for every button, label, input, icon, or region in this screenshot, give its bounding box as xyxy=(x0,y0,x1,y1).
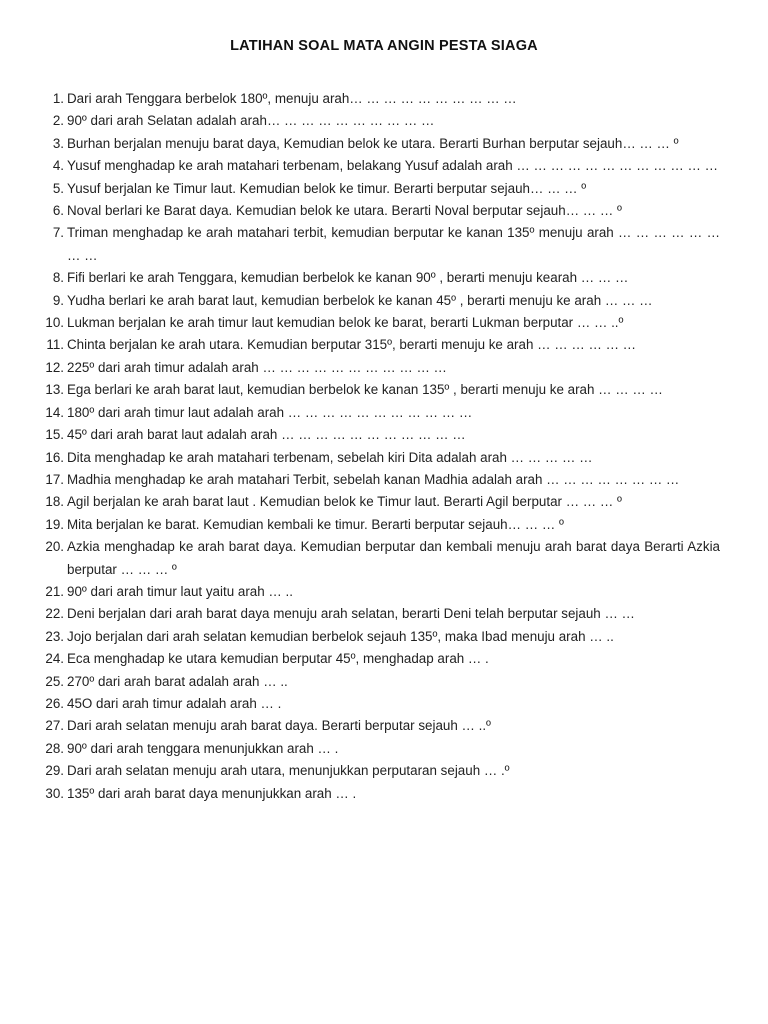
question-number: 28. xyxy=(45,740,64,756)
question-item xyxy=(36,760,720,782)
question-item xyxy=(36,581,720,603)
question-text: Fifi berlari ke arah Tenggara, kemudian berbelok ke kanan 90º , berarti menuju kearah … … … xyxy=(67,270,629,286)
question-item xyxy=(36,469,720,491)
question-text: 90º dari arah timur laut yaitu arah … .. xyxy=(67,583,293,599)
question-text: Lukman berjalan ke arah timur laut kemudian belok ke barat, berarti Lukman berputar … … ..º xyxy=(67,315,624,331)
question-item xyxy=(36,648,720,670)
question-number: 19. xyxy=(45,516,64,532)
question-text: Eca menghadap ke utara kemudian berputar 45º, menghadap arah … . xyxy=(67,651,489,667)
question-item xyxy=(36,133,720,155)
question-item xyxy=(36,402,720,424)
question-item xyxy=(36,222,720,267)
question-item xyxy=(36,267,720,289)
question-item xyxy=(36,178,720,200)
question-text: 270º dari arah barat adalah arah … .. xyxy=(67,673,288,689)
question-item xyxy=(36,290,720,312)
question-number: 9. xyxy=(52,292,64,308)
question-number: 21. xyxy=(45,583,64,599)
question-text: 225º dari arah timur adalah arah … … … … … … … … … … … xyxy=(67,359,447,375)
question-number: 8. xyxy=(52,270,64,286)
question-text: 180º dari arah timur laut adalah arah … … … … … … … … … … … xyxy=(67,404,473,420)
question-text: Dari arah Tenggara berbelok 180º, menuju arah… … … … … … … … … … xyxy=(67,91,517,106)
question-item xyxy=(36,783,720,805)
question-number: 3. xyxy=(52,135,64,151)
question-text: 45O dari arah timur adalah arah … . xyxy=(67,695,282,711)
question-item xyxy=(36,447,720,469)
question-number: 6. xyxy=(52,203,64,219)
question-text: 90º dari arah tenggara menunjukkan arah … . xyxy=(67,740,339,756)
question-item xyxy=(36,155,720,177)
question-text: Agil berjalan ke arah barat laut . Kemudian belok ke Timur laut. Berarti Agil berputar … … … º xyxy=(67,494,622,510)
question-text: Dari arah selatan menuju arah utara, menunjukkan perputaran sejauh … .º xyxy=(67,763,510,779)
question-text: Azkia menghadap ke arah barat daya. Kemudian berputar dan kembali menuju arah barat daya Berarti Azkia berputar … … … º xyxy=(67,539,720,577)
question-text: Jojo berjalan dari arah selatan kemudian berbelok sejauh 135º, maka Ibad menuju arah … .. xyxy=(67,628,614,644)
question-number: 29. xyxy=(45,763,64,779)
question-text: 135º dari arah barat daya menunjukkan arah … . xyxy=(67,785,357,801)
question-text: Mita berjalan ke barat. Kemudian kembali ke timur. Berarti berputar sejauh… … … º xyxy=(67,516,564,532)
question-number: 5. xyxy=(52,180,64,196)
question-item xyxy=(36,88,720,110)
question-text: Dita menghadap ke arah matahari terbenam, sebelah kiri Dita adalah arah … … … … … xyxy=(67,449,593,465)
question-number: 25. xyxy=(45,673,64,689)
question-number: 23. xyxy=(45,628,64,644)
question-text: Ega berlari ke arah barat laut, kemudian berbelok ke kanan 135º , berarti menuju ke arah … … … … xyxy=(67,382,663,398)
question-text: Yusuf berjalan ke Timur laut. Kemudian belok ke timur. Berarti berputar sejauh… … … º xyxy=(67,180,587,196)
question-number: 26. xyxy=(45,695,64,711)
question-item xyxy=(36,626,720,648)
question-number: 22. xyxy=(45,606,64,622)
question-text: Dari arah selatan menuju arah barat daya. Berarti berputar sejauh … ..º xyxy=(67,718,491,734)
question-text: Madhia menghadap ke arah matahari Terbit, sebelah kanan Madhia adalah arah … … … … … … … … xyxy=(67,471,680,487)
page-title: LATIHAN SOAL MATA ANGIN PESTA SIAGA xyxy=(230,38,538,54)
question-item xyxy=(36,693,720,715)
question-list xyxy=(36,88,720,805)
question-number: 20. xyxy=(45,539,64,555)
question-number: 16. xyxy=(45,449,64,465)
question-text: Yusuf menghadap ke arah matahari terbenam, belakang Yusuf adalah arah … … … … … … … … … … … … xyxy=(67,158,719,174)
question-text: Yudha berlari ke arah barat laut, kemudian berbelok ke kanan 45º , berarti menuju ke arah … … … xyxy=(67,292,653,308)
question-item xyxy=(36,671,720,693)
question-number: 18. xyxy=(45,494,64,510)
question-item xyxy=(36,200,720,222)
question-number: 10. xyxy=(45,315,64,331)
question-number: 17. xyxy=(45,471,64,487)
question-text: Chinta berjalan ke arah utara. Kemudian berputar 315º, berarti menuju ke arah … … … … … … xyxy=(67,337,637,353)
question-number: 15. xyxy=(45,427,64,443)
question-item xyxy=(36,514,720,536)
question-text: 45º dari arah barat laut adalah arah … … … … … … … … … … … xyxy=(67,427,466,443)
question-item xyxy=(36,738,720,760)
question-item xyxy=(36,424,720,446)
question-number: 2. xyxy=(52,113,64,129)
question-number: 4. xyxy=(52,158,64,174)
question-text: Burhan berjalan menuju barat daya, Kemudian belok ke utara. Berarti Burhan berputar sejauh… … … º xyxy=(67,135,679,151)
question-item xyxy=(36,357,720,379)
question-number: 12. xyxy=(45,359,64,375)
question-text: Deni berjalan dari arah barat daya menuju arah selatan, berarti Deni telah berputar sejauh … … xyxy=(67,606,635,622)
question-text: 90º dari arah Selatan adalah arah… … … … … … … … … … xyxy=(67,113,435,129)
question-number: 1. xyxy=(52,91,64,106)
question-number: 27. xyxy=(45,718,64,734)
question-text: Noval berlari ke Barat daya. Kemudian belok ke utara. Berarti Noval berputar sejauh… … … º xyxy=(67,203,622,219)
question-item xyxy=(36,536,720,581)
question-item xyxy=(36,312,720,334)
question-number: 11. xyxy=(46,337,64,353)
question-item xyxy=(36,715,720,737)
question-number: 14. xyxy=(45,404,64,420)
question-item xyxy=(36,334,720,356)
question-number: 24. xyxy=(45,651,64,667)
question-number: 30. xyxy=(45,785,64,801)
question-item xyxy=(36,491,720,513)
question-item xyxy=(36,110,720,132)
question-item xyxy=(36,379,720,401)
question-text: Triman menghadap ke arah matahari terbit, kemudian berputar ke kanan 135º menuju arah … … … … … … … … xyxy=(67,225,720,263)
question-item xyxy=(36,603,720,625)
question-number: 13. xyxy=(45,382,64,398)
question-number: 7. xyxy=(52,225,64,241)
